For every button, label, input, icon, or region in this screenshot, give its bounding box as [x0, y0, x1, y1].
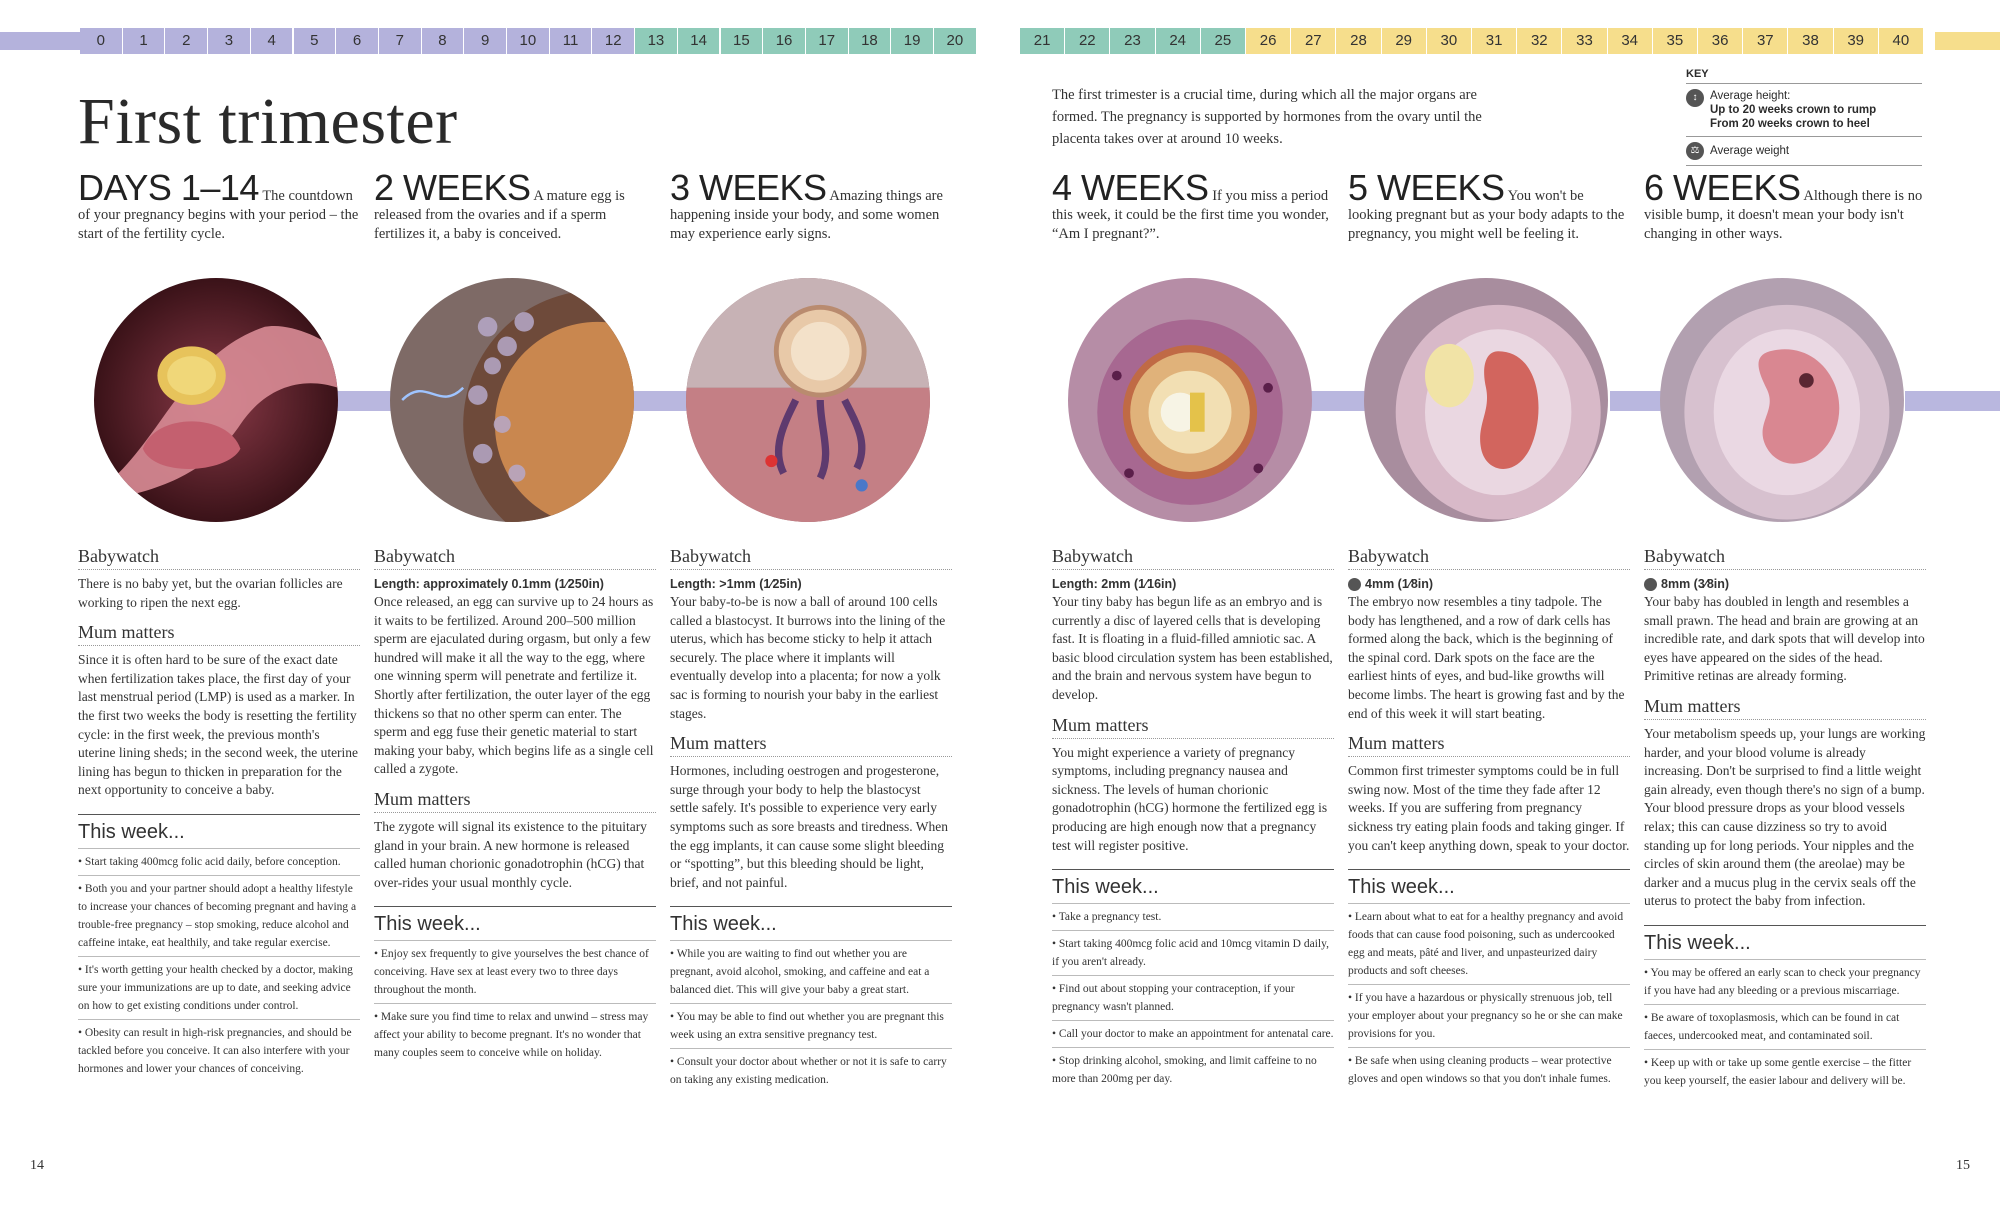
this-week-item: • It's worth getting your health checked by a doctor, making sure your immunizations are up to date, and seeking advice on how to get existing conditions under control. [78, 956, 360, 1019]
week-cell: 24 [1156, 28, 1201, 54]
key-box [1686, 68, 1922, 166]
week-cell: 37 [1743, 28, 1788, 54]
this-week-item: • Be safe when using cleaning products – wear protective gloves and open windows so that you don't inhale fumes. [1348, 1047, 1630, 1092]
week-column [78, 167, 360, 1075]
this-week-heading: This week... [374, 913, 481, 936]
babywatch-text: The embryo now resembles a tiny tadpole. The body has lengthened, and a row of dark cells has formed along the back, which is the beginning of the spinal cord. Dark spots on the face are the earliest hints of eyes, and bud-like growths will become limbs. The heart is growing fast and by the end of this week it will start beating. [1348, 594, 1625, 721]
week-ruler [0, 28, 2000, 54]
page-title: First trimester [78, 85, 458, 158]
height-icon [1348, 578, 1361, 591]
illustration-image [390, 278, 634, 522]
right-page-number: 15 [1956, 1158, 1970, 1173]
week-cell: 6 [336, 28, 379, 54]
column-heading [1348, 167, 1630, 254]
week-cell: 11 [550, 28, 593, 54]
week-cell: 3 [208, 28, 251, 54]
this-week-item: • Find out about stopping your contraception, if your pregnancy wasn't planned. [1052, 975, 1334, 1020]
this-week-item: • You may be able to find out whether you are pregnant this week using an extra sensitive pregnancy test. [670, 1003, 952, 1048]
this-week-list [78, 848, 360, 1082]
length-value: Length: approximately 0.1mm (1⁄250in) [374, 577, 604, 591]
week-cell: 8 [422, 28, 465, 54]
week-column [670, 167, 952, 1087]
week-label: DAYS 1–14 [78, 167, 259, 208]
this-week-item: • You may be offered an early scan to check your pregnancy if you have had any bleeding or a previous miscarriage. [1644, 959, 1926, 1004]
key-weight-row [1686, 137, 1922, 166]
illustration-image [94, 278, 338, 522]
week-cell: 23 [1110, 28, 1155, 54]
length-label [374, 575, 656, 593]
column-body [1052, 546, 1334, 1092]
week-cell: 13 [635, 28, 678, 54]
week-cell: 31 [1472, 28, 1517, 54]
mum-matters-heading: Mum matters [1348, 733, 1630, 757]
column-heading [78, 167, 360, 254]
illustration-image [1660, 278, 1904, 522]
week-label: 2 WEEKS [374, 167, 531, 208]
babywatch-heading: Babywatch [1052, 546, 1334, 570]
babywatch-heading: Babywatch [1348, 546, 1630, 570]
week-cell: 36 [1698, 28, 1743, 54]
this-week-heading: This week... [1052, 876, 1159, 899]
this-week-item: • If you have a hazardous or physically strenuous job, tell your employer about your pregnancy so he or she can make provisions for you. [1348, 984, 1630, 1047]
this-week-item: • Stop drinking alcohol, smoking, and limit caffeine to no more than 200mg per day. [1052, 1047, 1334, 1092]
height-icon: ↕ [1686, 89, 1704, 107]
week-label: 6 WEEKS [1644, 167, 1801, 208]
this-week-box [374, 906, 656, 1066]
week-cell: 2 [165, 28, 208, 54]
this-week-box [1052, 869, 1334, 1092]
this-week-item: • Take a pregnancy test. [1052, 903, 1334, 930]
week-intro: You won't be looking pregnant but as your body adapts to the pregnancy, you might well be feeling it. [1348, 188, 1625, 242]
babywatch-text: Your tiny baby has begun life as an embryo and is currently a disc of layered cells that is developing fast. It is floating in a fluid-filled amniotic sac. A basic blood circulation system has been established, and the brain and nervous system have begun to develop. [1052, 594, 1333, 702]
week-column [374, 167, 656, 1060]
key-height-row [1686, 84, 1922, 137]
this-week-list [374, 940, 656, 1066]
week-cell: 5 [294, 28, 337, 54]
week-intro: Although there is no visible bump, it doesn't mean your body isn't changing in other ways. [1644, 188, 1923, 242]
length-label [1644, 575, 1926, 593]
this-week-item: • Call your doctor to make an appointment for antenatal care. [1052, 1020, 1334, 1047]
this-week-list [1644, 959, 1926, 1094]
this-week-heading: This week... [78, 820, 185, 843]
this-week-item: • Learn about what to eat for a healthy pregnancy and avoid foods that can cause food poisoning, such as undercooked egg and meats, pâté and liver, and unpasteurized dairy products and soft cheeses. [1348, 903, 1630, 984]
this-week-list [1348, 903, 1630, 1092]
length-label [1052, 575, 1334, 593]
week-cell: 16 [763, 28, 806, 54]
week-cell: 34 [1608, 28, 1653, 54]
mum-matters-text: Since it is often hard to be sure of the exact date when fertilization takes place, the first day of your last menstrual period (LMP) is used as a marker. In the first two weeks the body is resetting the fertility cycle: in the first week, the previous month's uterine lining sheds; in the second week, the uterine lining has begun to thicken in preparation for the next opportunity to conceive a baby. [78, 652, 359, 798]
timeline-connector [1905, 391, 2000, 411]
week-column [1644, 167, 1926, 1087]
mum-matters-text: Your metabolism speeds up, your lungs are working harder, and your blood volume is already increasing. Don't be surprised to find a little weight gain already, even though there's no sign of a bump. Your blood pressure drops as your blood vessels relax; this can cause dizziness so try to avoid standing up for long periods. Your nipples and the circles of skin around them (the areolae) may be darker and a mucus plug in the cervix seals off the uterus to protect the baby from infection. [1644, 725, 1926, 909]
week-cell: 9 [464, 28, 507, 54]
weight-icon: ⚖ [1686, 142, 1704, 160]
length-value: Length: >1mm (1⁄25in) [670, 577, 802, 591]
week-cell: 39 [1834, 28, 1879, 54]
mum-matters-heading: Mum matters [670, 733, 952, 757]
illustration-image [1364, 278, 1608, 522]
length-value: 8mm (3⁄8in) [1661, 577, 1730, 591]
week-cell: 7 [379, 28, 422, 54]
week-cell: 30 [1427, 28, 1472, 54]
key-weight-label: Average weight [1710, 145, 1790, 157]
left-page-number: 14 [30, 1158, 44, 1173]
this-week-item: • Enjoy sex frequently to give yourselves the best chance of conceiving. Have sex at least every two to three days throughout the month. [374, 940, 656, 1003]
week-intro: The countdown of your pregnancy begins with your period – the start of the fertility cycle. [78, 188, 359, 242]
mum-matters-heading: Mum matters [1052, 715, 1334, 739]
week-cell: 33 [1562, 28, 1607, 54]
week-label: 5 WEEKS [1348, 167, 1505, 208]
week-cell: 14 [678, 28, 721, 54]
column-heading [1052, 167, 1334, 254]
column-heading [374, 167, 656, 254]
week-cell: 21 [1020, 28, 1065, 54]
mum-matters-text: Hormones, including oestrogen and progesterone, surge through your body to help the blastocyst settle safely. It's possible to experience very early symptoms such as sore breasts and tiredness. When the egg implants, it can cause some slight bleeding or “spotting”, but this bleeding should be light, brief, and not painful. [670, 763, 948, 890]
this-week-item: • While you are waiting to find out whether you are pregnant, avoid alcohol, smoking, and caffeine and eat a balanced diet. This will give your baby a great start. [670, 940, 952, 1003]
week-cell: 25 [1201, 28, 1246, 54]
babywatch-heading: Babywatch [78, 546, 360, 570]
length-label [670, 575, 952, 593]
mum-matters-text: You might experience a variety of pregnancy symptoms, including pregnancy nausea and sickness. The levels of human chorionic gonadotrophin (hCG) hormone the fertilized egg is producing are high enough now that a pregnancy test will register positive. [1052, 744, 1328, 853]
column-heading [1644, 167, 1926, 254]
this-week-box [1644, 925, 1926, 1094]
babywatch-text: Your baby has doubled in length and resembles a small prawn. The head and brain are growing at an incredible rate, and dark spots that will develop into eyes have appeared on the sides of the head. Primitive retinas are already forming. [1644, 594, 1925, 684]
babywatch-heading: Babywatch [374, 546, 656, 570]
length-value: Length: 2mm (1⁄16in) [1052, 577, 1177, 591]
height-icon [1644, 578, 1657, 591]
this-week-item: • Start taking 400mcg folic acid and 10mcg vitamin D daily, if you aren't already. [1052, 930, 1334, 975]
week-cell: 10 [507, 28, 550, 54]
week-cell: 22 [1065, 28, 1110, 54]
week-label: 3 WEEKS [670, 167, 827, 208]
week-cell: 4 [251, 28, 294, 54]
babywatch-text: Your baby-to-be is now a ball of around 100 cells called a blastocyst. It burrows into the lining of the uterus, which has become sticky to help it attach securely. The place where it implants will eventually develop into a placenta; for now a yolk sac is forming to nourish your baby in the earliest stages. [670, 594, 946, 721]
week-cell: 35 [1653, 28, 1698, 54]
ruler-band-third [1935, 32, 2000, 50]
key-title: KEY [1686, 68, 1922, 84]
column-body [1348, 546, 1630, 1092]
mum-matters-text: Common first trimester symptoms could be in full swing now. Most of the time they fade after 12 weeks. If you are suffering from pregnancy sickness try eating plain foods and taking ginger. If you can't keep anything down, speak to your doctor. [1348, 763, 1630, 853]
week-column [1348, 167, 1630, 1086]
week-cell: 19 [891, 28, 934, 54]
week-cell: 28 [1336, 28, 1381, 54]
illustration-image [1068, 278, 1312, 522]
this-week-list [1052, 903, 1334, 1092]
column-body [670, 546, 952, 1093]
this-week-box [1348, 869, 1630, 1092]
week-cell: 27 [1291, 28, 1336, 54]
intro-text: The first trimester is a crucial time, during which all the major organs are formed. The pregnancy is supported by hormones from the ovary until the placenta takes over at around 10 weeks. [1052, 87, 1482, 147]
this-week-heading: This week... [1644, 931, 1751, 954]
week-cell: 40 [1879, 28, 1924, 54]
week-column [1052, 167, 1334, 1086]
length-label [1348, 575, 1630, 593]
babywatch-text: Once released, an egg can survive up to 24 hours as it waits to be fertilized. Around 200–500 million sperm are ejaculated during orgasm, but only a few hundred will make it all the way to the egg, where one winning sperm will penetrate and fertilize it. Shortly after fertilization, the outer layer of the egg thickens so that no other sperm can enter. The sperm and egg fuse their genetic material to start making your baby, which begins life as a single cell called a zygote. [374, 594, 654, 777]
this-week-item: • Be aware of toxoplasmosis, which can be found in cat faeces, undercooked meat, and contaminated soil. [1644, 1004, 1926, 1049]
week-cell: 32 [1517, 28, 1562, 54]
this-week-heading: This week... [1348, 876, 1455, 899]
mum-matters-text: The zygote will signal its existence to the pituitary gland in your brain. A new hormone is released called human chorionic gonadotrophin (hCG) that over-rides your usual monthly cycle. [374, 818, 647, 890]
week-cell: 26 [1246, 28, 1291, 54]
column-body [374, 546, 656, 1066]
week-cell: 0 [80, 28, 123, 54]
week-intro: If you miss a period this week, it could be the first time you wonder, “Am I pregnant?”. [1052, 188, 1329, 242]
week-cell: 18 [849, 28, 892, 54]
this-week-list [670, 940, 952, 1093]
length-value: 4mm (1⁄8in) [1365, 577, 1434, 591]
column-body [1644, 546, 1926, 1094]
column-heading [670, 167, 952, 254]
week-cell: 20 [934, 28, 977, 54]
week-intro: A mature egg is released from the ovaries and if a sperm fertilizes it, a baby is conceived. [374, 188, 625, 242]
this-week-item: • Obesity can result in high-risk pregnancies, and should be tackled before you conceive. It can also interfere with your hormones and lower your chances of conceiving. [78, 1019, 360, 1082]
this-week-heading: This week... [670, 913, 777, 936]
key-height-line2: From 20 weeks crown to heel [1710, 118, 1870, 130]
week-cell: 12 [592, 28, 635, 54]
key-height-line1: Up to 20 weeks crown to rump [1710, 104, 1877, 116]
week-cell: 38 [1788, 28, 1833, 54]
mum-matters-heading: Mum matters [374, 789, 656, 813]
week-label: 4 WEEKS [1052, 167, 1209, 208]
babywatch-heading: Babywatch [1644, 546, 1926, 570]
this-week-item: • Consult your doctor about whether or not it is safe to carry on taking any existing medication. [670, 1048, 952, 1093]
ruler-band-first [0, 32, 80, 50]
key-height-label: Average height: [1710, 90, 1791, 102]
this-week-box [670, 906, 952, 1093]
week-cell: 29 [1382, 28, 1427, 54]
column-body [78, 546, 360, 1082]
mum-matters-heading: Mum matters [1644, 696, 1926, 720]
this-week-item: • Start taking 400mcg folic acid daily, before conception. [78, 848, 360, 875]
this-week-box [78, 814, 360, 1082]
babywatch-text: There is no baby yet, but the ovarian follicles are working to ripen the next egg. [78, 576, 343, 610]
illustration-image [686, 278, 930, 522]
week-cell: 15 [721, 28, 764, 54]
this-week-item: • Both you and your partner should adopt a healthy lifestyle to increase your chances of becoming pregnant and having a trouble-free pregnancy – stop smoking, reduce alcohol and caffeine intake, eat healthily, and take regular exercise. [78, 875, 360, 956]
this-week-item: • Keep up with or take up some gentle exercise – the fitter you keep yourself, the easier labour and delivery will be. [1644, 1049, 1926, 1094]
week-intro: Amazing things are happening inside your body, and some women may experience early signs. [670, 188, 943, 242]
week-cell: 1 [123, 28, 166, 54]
this-week-item: • Make sure you find time to relax and unwind – stress may affect your ability to become pregnant. It's no wonder that many couples seem to conceive while on holiday. [374, 1003, 656, 1066]
babywatch-heading: Babywatch [670, 546, 952, 570]
mum-matters-heading: Mum matters [78, 622, 360, 646]
week-cell: 17 [806, 28, 849, 54]
